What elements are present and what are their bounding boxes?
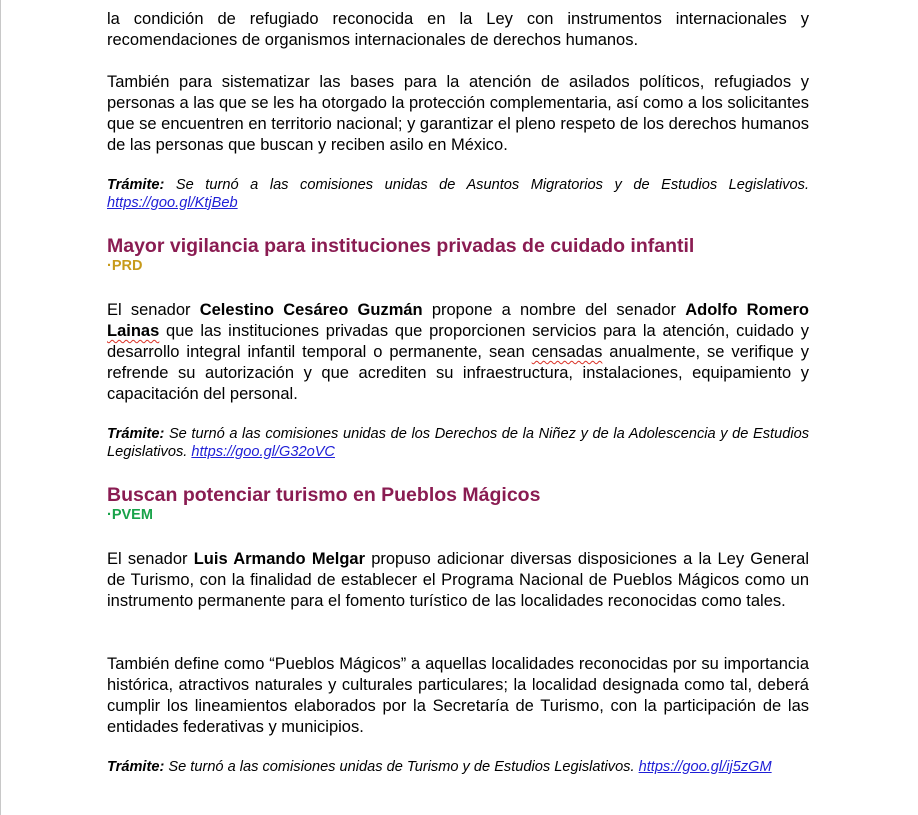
- tramite-note: [107, 425, 809, 461]
- text-run: propuso adicionar diversas disposiciones a la Ley General de Turismo, con la finalidad de establecer el Programa Nacional de Pueblos Mágicos como un instrumento permanente para el fomento turístico de las localidades reconocidas como tales.: [107, 550, 810, 610]
- page-edge: [0, 0, 1, 815]
- text-run: anualmente, se verifique y refrende su autorización y que acrediten su infraestructura, instalaciones, equipamiento y capacitación del personal.: [107, 343, 809, 403]
- senator-name: Luis Armando Melgar: [193, 550, 366, 568]
- tramite-label: Trámite:: [107, 759, 165, 775]
- tramite-link[interactable]: https://goo.gl/ij5zGM: [638, 759, 772, 775]
- tramite-label: Trámite:: [107, 426, 165, 442]
- intro-block: [107, 9, 809, 51]
- text-run: El senador: [107, 301, 200, 319]
- intro-paragraph-2: También para sistematizar las bases para la atención de asilados políticos, refugiados y personas a las que se les ha otorgado la protección complementaria, así como a los solicitantes que se encuentren en territorio nacional; y garantizar el pleno respeto de los derechos humanos de las personas que buscan y reciben asilo en México.: [107, 73, 809, 154]
- section-2-paragraph-1: [107, 549, 809, 612]
- tramite-text: Se turnó a las comisiones unidas de Asuntos Migratorios y de Estudios Legislativos.: [164, 177, 809, 193]
- tramite-note: [107, 176, 809, 212]
- party-tag: ·PVEM: [107, 507, 153, 523]
- party-tag: ·PRD: [107, 258, 143, 274]
- text-run: propone a nombre del senador: [422, 301, 686, 319]
- intro-block-2: [107, 72, 809, 156]
- tramite-link[interactable]: https://goo.gl/G32oVC: [191, 444, 335, 460]
- section-1-header: [107, 234, 809, 275]
- intro-paragraph-1: la condición de refugiado reconocida en la Ley con instrumentos internacionales y recomendaciones de organismos internacionales de derechos humanos.: [107, 10, 809, 49]
- senator-name: Celestino Cesáreo Guzmán: [199, 301, 423, 319]
- spellcheck-word[interactable]: censadas: [531, 343, 603, 361]
- tramite-note: [107, 758, 809, 776]
- tramite-text: Se turnó a las comisiones unidas de Turismo y de Estudios Legislativos.: [164, 759, 639, 775]
- text-run: El senador: [107, 550, 194, 568]
- section-2-paragraph-2: También define como “Pueblos Mágicos” a aquellas localidades reconocidas por su importancia histórica, atractivos naturales y culturales particulares; la localidad designada como tal, deberá cumplir los lineamientos elaborados por la Secretaría de Turismo, con la participación de las entidades federativas y municipios.: [107, 655, 809, 736]
- section-title: Mayor vigilancia para instituciones privadas de cuidado infantil: [107, 235, 695, 257]
- spellcheck-word[interactable]: Lainas: [107, 322, 160, 340]
- section-1-tramite: [107, 425, 809, 461]
- tramite-text: Se turnó a las comisiones unidas de los Derechos de la Niñez y de la Adolescencia y de Estudios Legislativos.: [107, 426, 809, 460]
- section-title: Buscan potenciar turismo en Pueblos Mágicos: [107, 484, 541, 506]
- tramite-label: Trámite:: [107, 177, 165, 193]
- text-run: Adolfo Romero: [685, 301, 809, 319]
- section-2-header: [107, 483, 809, 524]
- text-run: que las instituciones privadas que proporcionen servicios para la atención, cuidado y desarrollo integral infantil temporal o permanente, sean: [107, 322, 809, 361]
- section-2-body: [107, 549, 809, 612]
- section-2-body-2: [107, 654, 809, 738]
- tramite-link[interactable]: https://goo.gl/KtjBeb: [107, 195, 238, 211]
- section-2-tramite: [107, 758, 809, 776]
- section-1-paragraph: [107, 300, 809, 405]
- section-1-body: [107, 300, 809, 405]
- intro-tramite: [107, 176, 809, 212]
